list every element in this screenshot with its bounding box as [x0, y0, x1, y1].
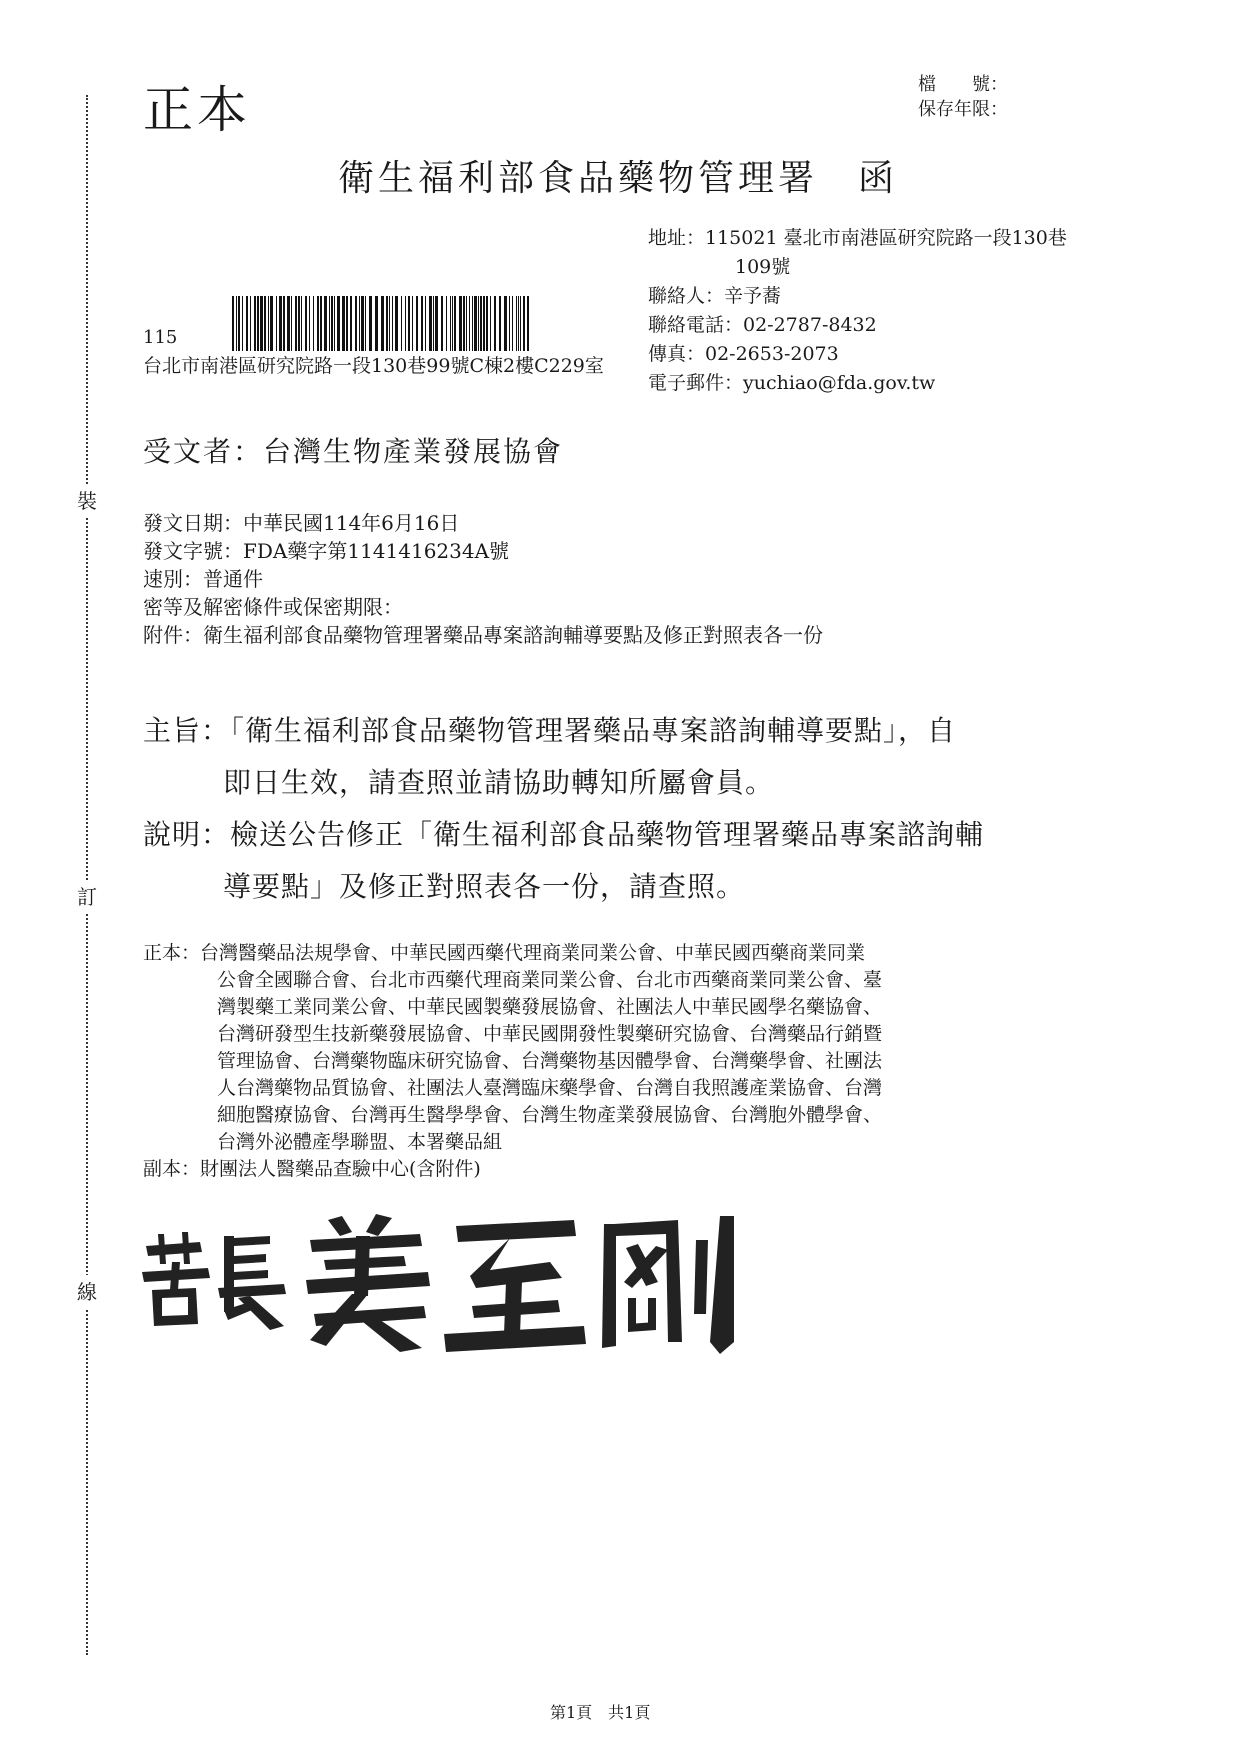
barcode-bar	[257, 296, 259, 351]
main-content	[143, 705, 984, 913]
page-number: 第1頁 共1頁	[550, 1703, 651, 1722]
barcode-bar	[276, 296, 277, 351]
document-fields	[143, 509, 823, 649]
organization-title: 衛生福利部食品藥物管理署 函	[338, 158, 899, 199]
barcode-bar	[454, 296, 456, 351]
barcode-bar	[494, 296, 496, 351]
barcode-bar	[346, 296, 348, 351]
document-number: 發文字號：FDA藥字第1141416234A號	[143, 539, 510, 563]
barcode-bar	[287, 296, 290, 351]
barcode-bar	[435, 296, 438, 351]
barcode-bar	[350, 296, 352, 351]
file-number-label: 檔 號：	[918, 74, 1008, 95]
barcode-bar	[466, 296, 467, 351]
contact-block	[648, 224, 1067, 398]
barcode-bar	[463, 296, 465, 351]
barcode-bar	[527, 296, 529, 351]
barcode-bar	[359, 296, 360, 351]
barcode-bar	[472, 296, 473, 351]
barcode-bar	[401, 296, 402, 351]
subject-line: 主旨：「衛生福利部食品藥物管理署藥品專案諮詢輔導要點」，自	[143, 714, 957, 747]
barcode-bar	[389, 296, 390, 351]
barcode-bar	[509, 296, 510, 351]
retention-period-label: 保存年限：	[918, 99, 1008, 120]
explanation-line: 說明：檢送公告修正「衛生福利部食品藥物管理署藥品專案諮詢輔	[143, 818, 985, 851]
barcode-bar	[291, 296, 292, 351]
barcode-bar	[520, 296, 521, 351]
barcode-bar	[331, 296, 333, 351]
mailing-postcode: 115	[143, 327, 178, 348]
barcode-bar	[361, 296, 364, 351]
barcode-bar	[279, 296, 282, 351]
barcode-bar	[450, 296, 451, 351]
distribution-original-3: 灣製藥工業同業公會、中華民國製藥發展協會、社團法人中華民國學名藥協會、	[217, 996, 883, 1018]
barcode-bar	[446, 296, 447, 351]
barcode-bar	[483, 296, 485, 351]
contact-phone: 聯絡電話：02-2787-8432	[648, 314, 877, 336]
barcode-bar	[309, 296, 310, 351]
contact-email: 電子郵件：yuchiao@fda.gov.tw	[648, 372, 936, 394]
barcode-bar	[270, 296, 273, 351]
contact-person: 聯絡人：辛予蕎	[648, 285, 782, 307]
barcode-bar	[260, 296, 263, 351]
subject-line-cont: 即日生效，請查照並請協助轉知所屬會員。	[223, 766, 775, 799]
barcode-bar	[518, 296, 519, 351]
barcode-bar	[478, 296, 479, 351]
barcode-bar	[334, 296, 335, 351]
barcode-bar	[365, 296, 366, 351]
barcode-bar	[329, 296, 330, 351]
barcode-bar	[392, 296, 393, 351]
barcode-bar	[480, 296, 482, 351]
barcode-bar	[254, 296, 256, 351]
barcode-bar	[381, 296, 384, 351]
barcode-bar	[342, 296, 345, 351]
barcode-bar	[421, 296, 423, 351]
barcode-bar	[433, 296, 434, 351]
barcode-bar	[268, 296, 269, 351]
barcode-bar	[232, 296, 234, 351]
confidentiality: 密等及解密條件或保密期限：	[143, 595, 403, 619]
barcode-bar	[405, 296, 406, 351]
barcode-bar	[425, 296, 426, 351]
barcode-bar	[452, 296, 453, 351]
barcode-bar	[412, 296, 413, 351]
distribution-list	[143, 940, 882, 1183]
barcode-bar	[441, 296, 443, 351]
contact-fax: 傳真：02-2653-2073	[648, 343, 839, 365]
binding-mark-zhuang: 裝	[73, 484, 101, 518]
attachment: 附件：衛生福利部食品藥物管理署藥品專案諮詢輔導要點及修正對照表各一份	[143, 623, 823, 647]
barcode-bar	[474, 296, 477, 351]
binding-mark-xian: 線	[73, 1275, 101, 1309]
barcode-bar	[429, 296, 432, 351]
barcode-bar	[295, 296, 297, 351]
barcode-bar	[320, 296, 322, 351]
distribution-copy: 副本：財團法人醫藥品查驗中心(含附件)	[143, 1158, 481, 1180]
barcode-bar	[264, 296, 266, 351]
barcode-bar	[512, 296, 513, 351]
barcode-bar	[369, 296, 372, 351]
contact-address: 地址：115021 臺北市南港區研究院路一段130巷	[648, 227, 1067, 249]
signature	[138, 1206, 738, 1356]
distribution-original-7: 細胞醫療協會、台灣再生醫學學會、台灣生物產業發展協會、台灣胞外體學會、	[217, 1104, 883, 1126]
recipient: 受文者：台灣生物產業發展協會	[143, 435, 564, 468]
barcode-bar	[236, 296, 237, 351]
barcode-bar	[499, 296, 501, 351]
barcode-bar	[459, 296, 462, 351]
barcode-bar	[375, 296, 378, 351]
distribution-original-4: 台灣研發型生技新藥發展協會、中華民國開發性製藥研究協會、台灣藥品行銷暨	[217, 1023, 883, 1045]
barcode-bar	[313, 296, 314, 351]
mailing-address: 台北市南港區研究院路一段130巷99號C棟2樓C229室	[143, 355, 604, 377]
barcode-bar	[386, 296, 388, 351]
barcode-bar	[395, 296, 398, 351]
barcode-bar	[523, 296, 525, 351]
barcode-bar	[242, 296, 243, 351]
barcode-bar	[305, 296, 307, 351]
barcode-bar	[301, 296, 302, 351]
explanation-line-cont: 導要點」及修正對照表各一份，請查照。	[223, 870, 746, 903]
barcode-bar	[469, 296, 470, 351]
issue-date: 發文日期：中華民國114年6月16日	[143, 511, 460, 535]
file-meta	[918, 72, 1008, 122]
barcode-bar	[317, 296, 319, 351]
barcode-bar	[408, 296, 410, 351]
binding-line	[86, 95, 88, 1655]
distribution-original-8: 台灣外泌體產學聯盟、本署藥品組	[217, 1131, 503, 1153]
barcode-bar	[246, 296, 248, 351]
barcode-bar	[416, 296, 418, 351]
barcode-bar	[298, 296, 300, 351]
barcode-bar	[283, 296, 285, 351]
distribution-original-1: 正本：台灣醫藥品法規學會、中華民國西藥代理商業同業公會、中華民國西藥商業同業	[143, 942, 866, 964]
barcode-bar	[238, 296, 240, 351]
barcode-bar	[250, 296, 251, 351]
barcode-bar	[355, 296, 357, 351]
binding-mark-ding: 訂	[73, 880, 101, 914]
barcode-bar	[516, 296, 517, 351]
barcode	[232, 296, 532, 351]
barcode-bar	[324, 296, 327, 351]
distribution-original-5: 管理協會、台灣藥物臨床研究協會、台灣藥物基因體學會、台灣藥學會、社團法	[217, 1050, 883, 1072]
original-copy-stamp: 正本	[143, 81, 251, 139]
distribution-original-2: 公會全國聯合會、台北市西藥代理商業同業公會、台北市西藥商業同業公會、臺	[217, 969, 883, 991]
barcode-bar	[504, 296, 507, 351]
priority: 速別：普通件	[143, 567, 263, 591]
barcode-bar	[337, 296, 340, 351]
barcode-bar	[490, 296, 491, 351]
contact-address-cont: 109號	[735, 256, 791, 278]
distribution-original-6: 人台灣藥物品質協會、社團法人臺灣臨床藥學會、台灣自我照護產業協會、台灣	[217, 1077, 883, 1099]
barcode-bar	[486, 296, 488, 351]
